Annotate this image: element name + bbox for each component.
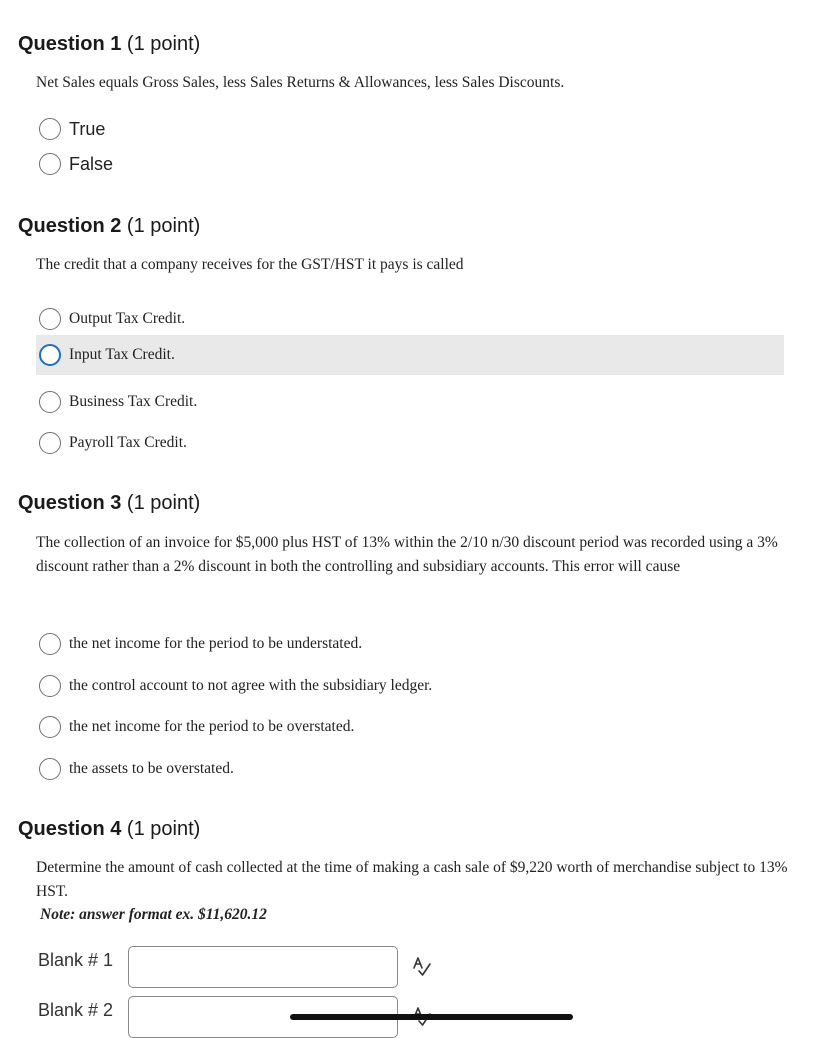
option-label: True (69, 118, 106, 139)
answer-format-note: Note: answer format ex. $11,620.12 (40, 906, 267, 923)
option-label: the control account to not agree with the subsidiary ledger. (69, 677, 433, 694)
radio-button[interactable] (39, 344, 61, 366)
radio-button[interactable] (39, 118, 61, 140)
option-label: Output Tax Credit. (69, 310, 186, 327)
q2-option-1[interactable] (36, 299, 784, 339)
q2-option-3[interactable] (36, 382, 784, 422)
radio-button[interactable] (39, 153, 61, 175)
question-1-prompt: Net Sales equals Gross Sales, less Sales Returns & Allowances, less Sales Discounts. (36, 74, 565, 91)
question-2-title (18, 215, 200, 238)
q2-option-2[interactable] (36, 335, 784, 375)
option-label: Payroll Tax Credit. (69, 434, 187, 451)
option-label: the assets to be overstated. (69, 760, 234, 777)
q1-option-true[interactable] (36, 109, 784, 149)
question-3-title (18, 492, 200, 515)
blank-1-input[interactable] (128, 946, 398, 988)
radio-button[interactable] (39, 716, 61, 738)
blank-2-label: Blank # 2 (38, 1000, 114, 1020)
question-2-prompt: The credit that a company receives for the GST/HST it pays is called (36, 256, 464, 273)
question-points: (1 point) (126, 33, 201, 55)
question-title-text: Question 2 (18, 215, 122, 237)
option-label: Input Tax Credit. (69, 346, 175, 363)
home-indicator (290, 1014, 573, 1020)
radio-button[interactable] (39, 633, 61, 655)
question-title-text: Question 3 (18, 492, 122, 514)
radio-button[interactable] (39, 391, 61, 413)
blank-1-label: Blank # 1 (38, 950, 114, 970)
q3-option-3[interactable] (36, 707, 784, 747)
q1-option-false[interactable] (36, 144, 784, 184)
radio-button[interactable] (39, 675, 61, 697)
q2-option-4[interactable] (36, 423, 784, 463)
radio-button[interactable] (39, 432, 61, 454)
spell-check-icon[interactable] (410, 955, 434, 984)
option-label: False (69, 153, 114, 174)
question-4-prompt: Determine the amount of cash collected at the time of making a cash sale of $9,220 worth of merchandise subject to 13% HST. (36, 859, 788, 900)
question-title-text: Question 1 (18, 33, 122, 55)
q3-option-1[interactable] (36, 624, 784, 664)
question-points: (1 point) (126, 492, 201, 514)
option-label: the net income for the period to be overstated. (69, 718, 355, 735)
question-title-text: Question 4 (18, 818, 122, 840)
question-4-title (18, 818, 200, 841)
question-points: (1 point) (126, 818, 201, 840)
option-label: the net income for the period to be understated. (69, 635, 363, 652)
q3-option-4[interactable] (36, 749, 784, 789)
question-3-prompt: The collection of an invoice for $5,000 plus HST of 13% within the 2/10 n/30 discount period was recorded using a 3% discount rather than a 2% discount in both the controlling and subsidiary accounts. This error will cause (36, 534, 778, 575)
question-1-title (18, 33, 200, 56)
radio-button[interactable] (39, 758, 61, 780)
question-points: (1 point) (126, 215, 201, 237)
radio-button[interactable] (39, 308, 61, 330)
option-label: Business Tax Credit. (69, 393, 198, 410)
q3-option-2[interactable] (36, 666, 784, 706)
